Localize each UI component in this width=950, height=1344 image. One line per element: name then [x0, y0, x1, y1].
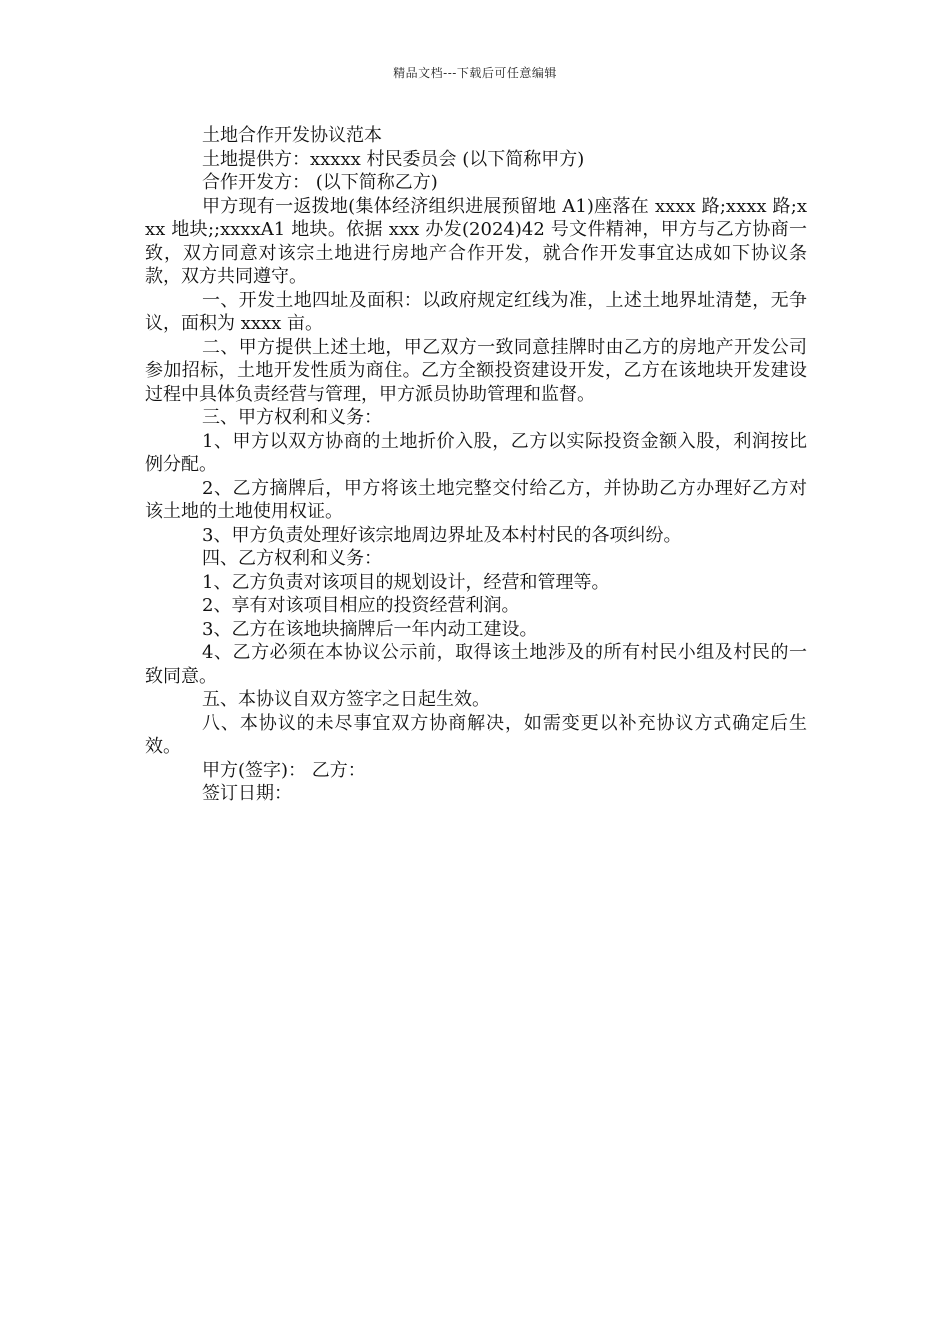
clause-2-land-provision: 二、甲方提供上述土地，甲乙双方一致同意挂牌时由乙方的房地产开发公司参加招标，土地开发性质为商住。乙方全额投资建设开发，乙方在该地块开发建设过程中具体负责经营与管理，甲方派员协助管理和监督。	[145, 336, 807, 405]
party-a-item-1: 1、甲方以双方协商的土地折价入股，乙方以实际投资金额入股，利润按比例分配。	[145, 430, 807, 475]
clause-1-land-boundaries: 一、开发土地四址及面积：以政府规定红线为准，上述土地界址清楚，无争议，面积为 xxxx 亩。	[145, 289, 807, 334]
intro-paragraph: 甲方现有一返拨地(集体经济组织进展预留地 A1)座落在 xxxx 路;xxxx 路;xxx 地块;;xxxxA1 地块。依据 xxx 办发(2024)42 号文件精神，甲方与乙方协商一致，双方同意对该宗土地进行房地产合作开发，就合作开发事宜达成如下协议条款，双方共同遵守。	[145, 195, 807, 287]
party-b-item-1: 1、乙方负责对该项目的规划设计，经营和管理等。	[202, 571, 610, 593]
clause-5-effective: 五、本协议自双方签字之日起生效。	[202, 689, 490, 710]
document-title: 土地合作开发协议范本	[202, 125, 382, 146]
clause-8-supplementary: 八、本协议的未尽事宜双方协商解决，如需变更以补充协议方式确定后生效。	[145, 712, 807, 757]
party-b-line: 合作开发方： (以下简称乙方)	[202, 172, 438, 193]
party-b-item-2: 2、享有对该项目相应的投资经营利润。	[202, 595, 520, 616]
signature-line: 甲方(签字)： 乙方：	[202, 759, 366, 781]
section-heading-party-b-rights: 四、乙方权利和义务：	[202, 548, 382, 569]
party-b-item-3: 3、乙方在该地块摘牌后一年内动工建设。	[202, 618, 538, 640]
section-heading-party-a-rights: 三、甲方权利和义务：	[202, 407, 382, 428]
party-b-item-4: 4、乙方必须在本协议公示前，取得该土地涉及的所有村民小组及村民的一致同意。	[145, 642, 807, 687]
page-header-watermark: 精品文档---下载后可任意编辑	[393, 66, 557, 80]
party-a-line: 土地提供方：xxxxx 村民委员会 (以下简称甲方)	[202, 148, 585, 170]
party-a-item-3: 3、甲方负责处理好该宗地周边界址及本村村民的各项纠纷。	[202, 524, 682, 546]
party-a-item-2: 2、乙方摘牌后，甲方将该土地完整交付给乙方，并协助乙方办理好乙方对该土地的土地使用权证。	[145, 477, 807, 522]
document-body	[145, 124, 807, 806]
signing-date-line: 签订日期：	[202, 783, 292, 804]
